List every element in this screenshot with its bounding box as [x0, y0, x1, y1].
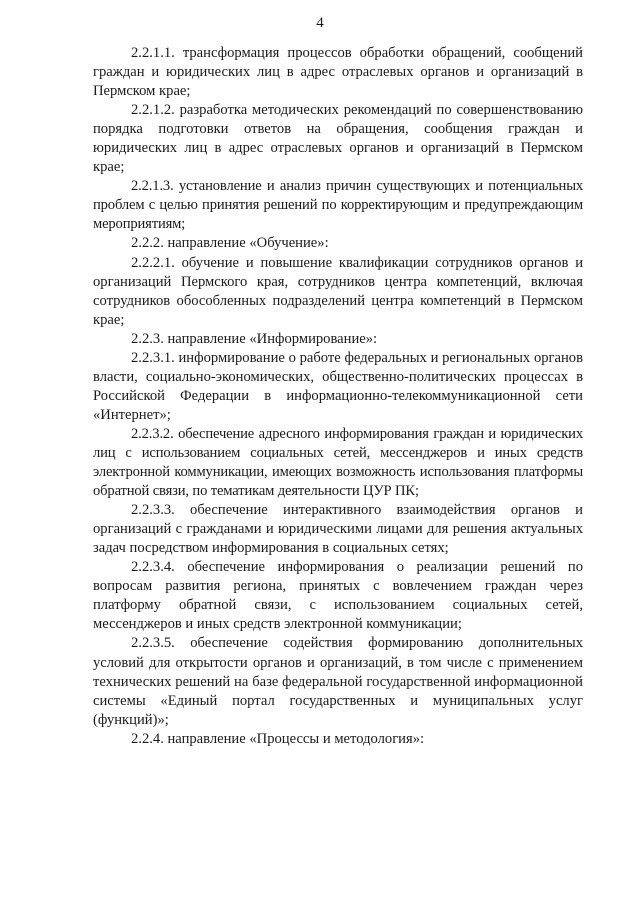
- paragraph-2-2-3-2: 2.2.3.2. обеспечение адресного информирования граждан и юридических лиц с использованием социальных сетей, мессенджеров и иных средств электронной коммуникации, имеющих возможность использования платформы обратной связи, по тематикам деятельности ЦУР ПК;: [93, 425, 583, 500]
- heading-2-2-2: 2.2.2. направление «Обучение»:: [131, 235, 329, 252]
- heading-2-2-4: 2.2.4. направление «Процессы и методология»:: [131, 730, 425, 747]
- document-body: [93, 44, 583, 749]
- paragraph-2-2-1-1: 2.2.1.1. трансформация процессов обработки обращений, сообщений граждан и юридических лиц в адрес отраслевых органов и организаций в Пермском крае;: [93, 45, 583, 100]
- paragraph-2-2-1-3: 2.2.1.3. установление и анализ причин существующих и потенциальных проблем с целью принятия решений по корректирующим и предупреждающим мероприятиям;: [93, 178, 583, 233]
- paragraph-2-2-3-1: 2.2.3.1. информирование о работе федеральных и региональных органов власти, социально-экономических, общественно-политических процессах в Российской Федерации в информационно-телекоммуникационной сети «Интернет»;: [93, 349, 583, 423]
- heading-2-2-3: 2.2.3. направление «Информирование»:: [131, 330, 378, 347]
- paragraph-2-2-3-3: 2.2.3.3. обеспечение интерактивного взаимодействия органов и организаций с гражданами и юридическими лицами для решения актуальных задач посредством информирования в социальных сетях;: [93, 502, 583, 557]
- page-number: 4: [316, 15, 324, 31]
- paragraph-2-2-2-1: 2.2.2.1. обучение и повышение квалификации сотрудников органов и организаций Пермского края, сотрудников центра компетенций, включая сотрудников обособленных подразделений центра компетенций в Пермском крае;: [93, 254, 583, 328]
- paragraph-2-2-3-5: 2.2.3.5. обеспечение содействия формированию дополнительных условий для открытости органов и организаций, в том числе с применением технических решений на базе федеральной государственной информационной системы «Единый портал государственных и муниципальных услуг (функций)»;: [93, 635, 583, 728]
- paragraph-2-2-3-4: 2.2.3.4. обеспечение информирования о реализации решений по вопросам развития региона, принятых с вовлечением граждан через платформу обратной связи, с использованием социальных сетей, мессенджеров и иных средств электронной коммуникации;: [93, 559, 583, 633]
- paragraph-2-2-1-2: 2.2.1.2. разработка методических рекомендаций по совершенствованию порядка подготовки ответов на обращения, сообщения граждан и юридических лиц в адрес отраслевых органов и организаций в Пермском крае;: [93, 102, 583, 176]
